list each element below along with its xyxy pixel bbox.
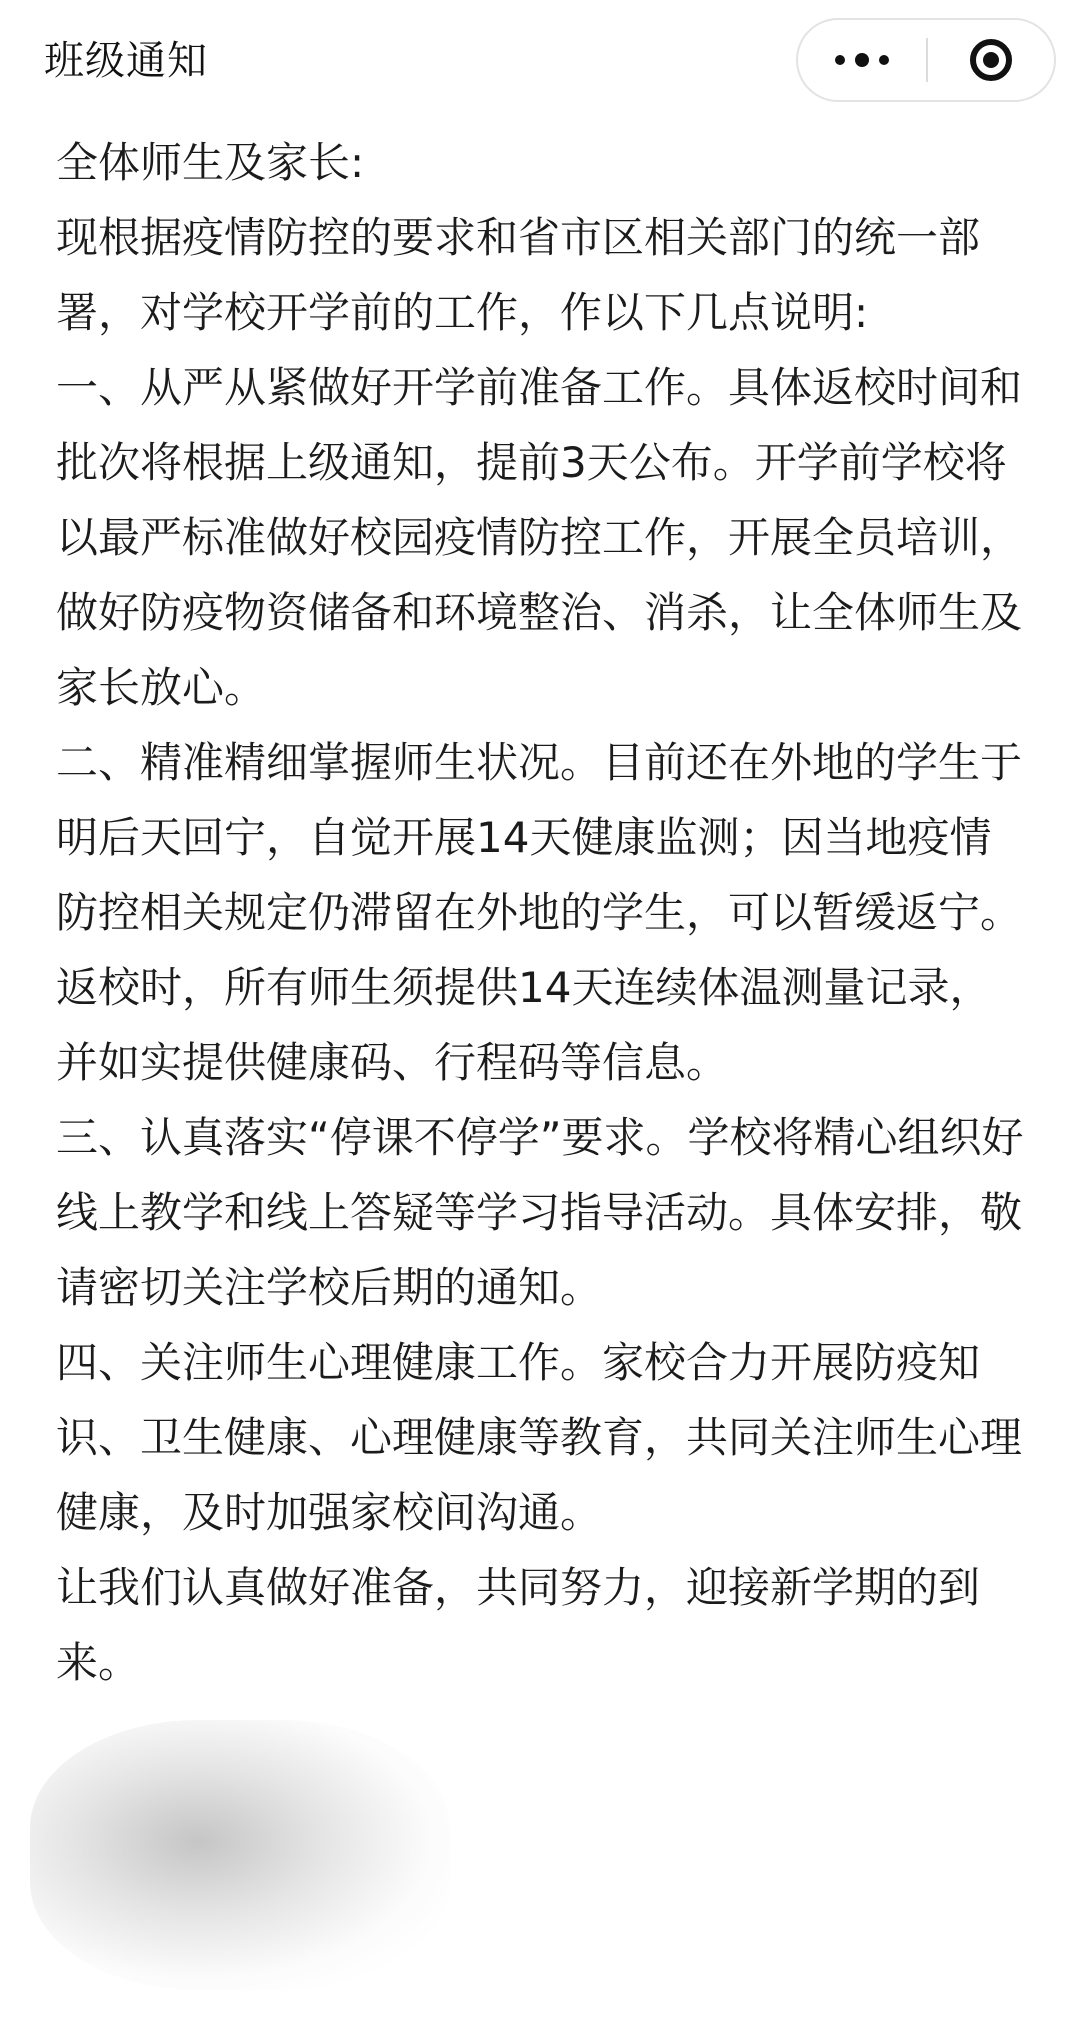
blurred-smudge [30,1720,450,1990]
mini-program-capsule [796,18,1056,102]
notice-item-4: 四、关注师生心理健康工作。家校合力开展防疫知识、卫生健康、心理健康等教育，共同关注师生心理健康，及时加强家校间沟通。 [56,1338,1023,1537]
notice-item-2: 二、精准精细掌握师生状况。目前还在外地的学生于明后天回宁，自觉开展14天健康监测；因当地疫情防控相关规定仍滞留在外地的学生，可以暂缓返宁。返校时，所有师生须提供14天连续体温测量记录，并如实提供健康码、行程码等信息。 [56,738,1023,1087]
top-navigation-bar [0,0,1080,120]
notice-intro: 现根据疫情防控的要求和省市区相关部门的统一部署，对学校开学前的工作，作以下几点说明: [56,213,981,337]
page-title: 班级通知 [44,38,208,84]
notice-item-3: 三、认真落实“停课不停学”要求。学校将精心组织好线上教学和线上答疑等学习指导活动。具体安排，敬请密切关注学校后期的通知。 [56,1113,1024,1312]
more-dots-icon [830,53,894,67]
notice-item-1: 一、从严从紧做好开学前准备工作。具体返校时间和批次将根据上级通知，提前3天公布。开学前学校将以最严标准做好校园疫情防控工作，开展全员培训，做好防疫物资储备和环境整治、消杀，让全体师生及家长放心。 [56,363,1023,712]
target-close-icon [970,39,1012,81]
close-button[interactable] [928,20,1054,100]
more-button[interactable] [798,20,926,100]
notice-body [56,125,1028,1700]
notice-greeting: 全体师生及家长: [56,138,365,187]
notice-closing: 让我们认真做好准备，共同努力，迎接新学期的到来。 [56,1563,981,1687]
